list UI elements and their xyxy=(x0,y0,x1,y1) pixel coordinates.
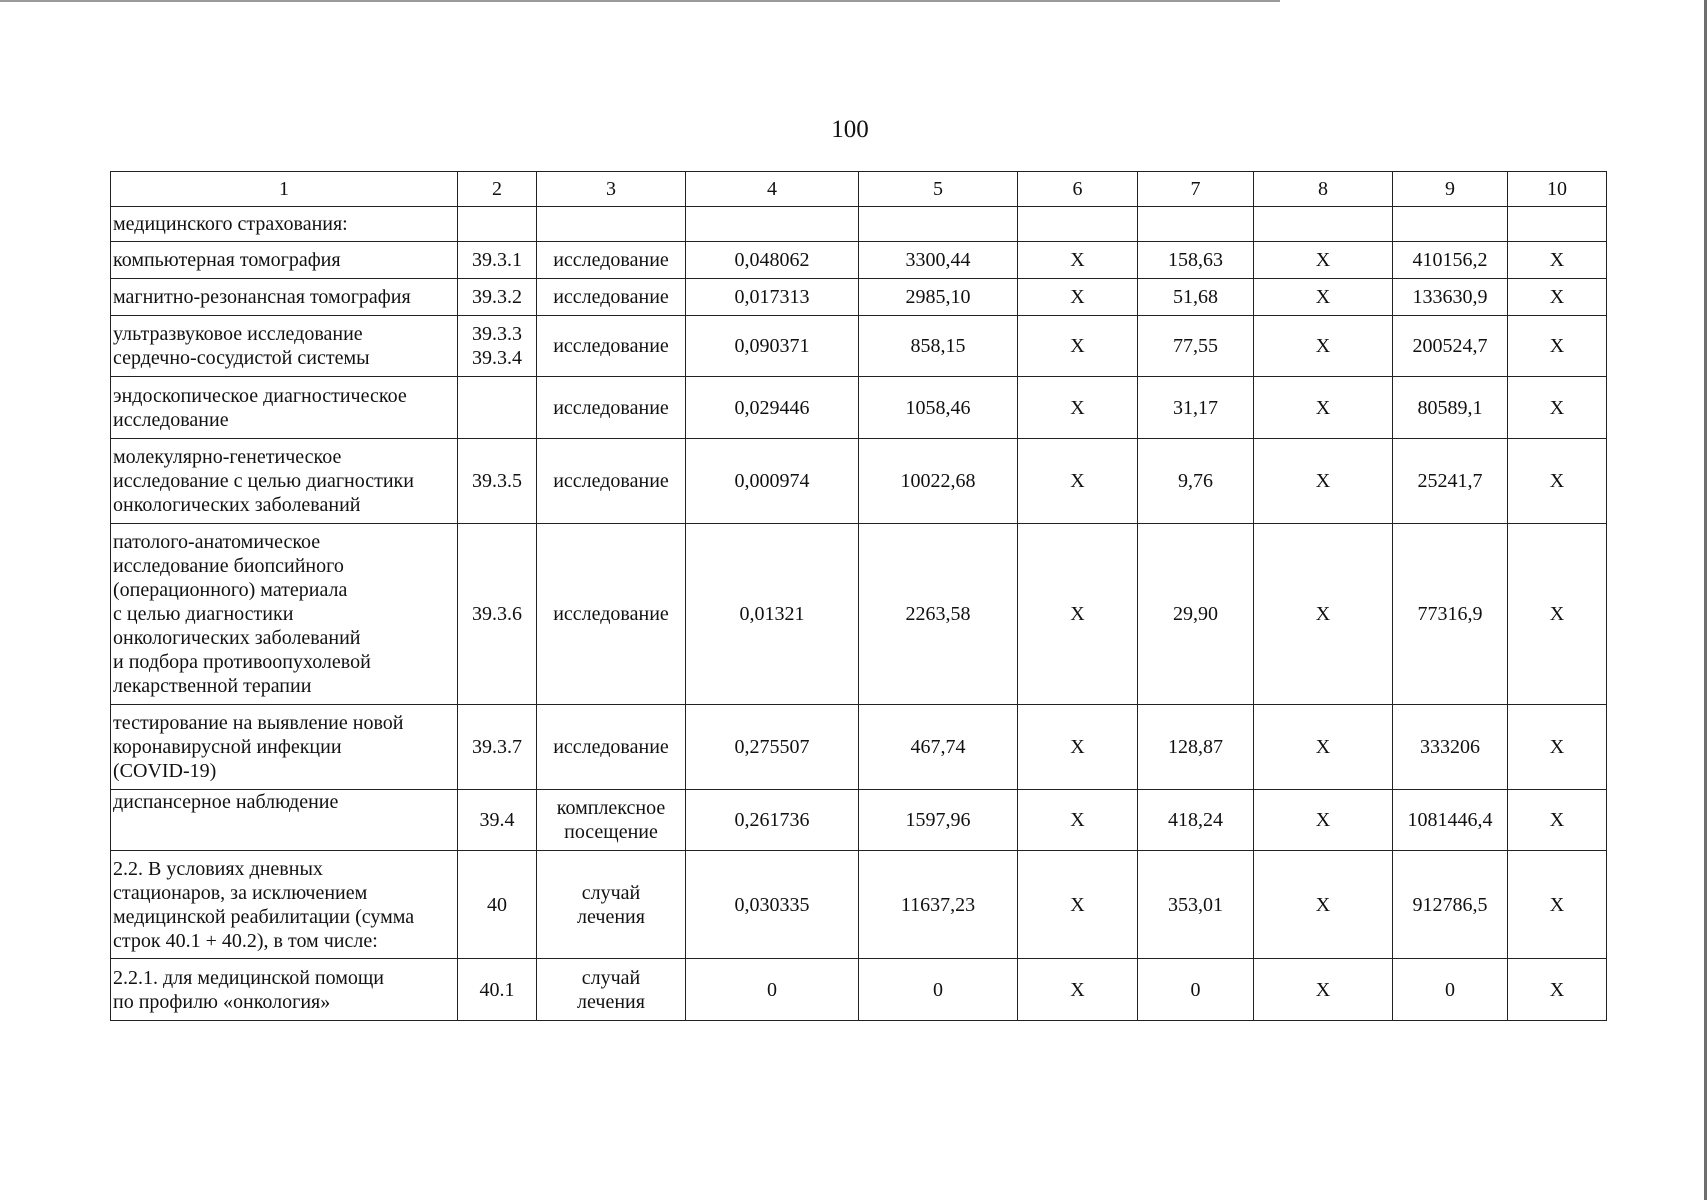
value-cell: Х xyxy=(1254,439,1393,524)
value-cell: 51,68 xyxy=(1138,279,1254,316)
value-cell: Х xyxy=(1018,959,1138,1021)
value-cell: Х xyxy=(1508,316,1607,377)
value-cell: 128,87 xyxy=(1138,705,1254,790)
row-code-cell: 39.4 xyxy=(458,790,537,851)
value-cell: 0 xyxy=(859,959,1018,1021)
value-cell: Х xyxy=(1254,524,1393,705)
row-code-cell: 40 xyxy=(458,851,537,959)
value-cell xyxy=(686,207,859,242)
row-name-cell: компьютерная томография xyxy=(111,242,458,279)
column-number: 7 xyxy=(1138,172,1254,207)
value-cell: 1081446,4 xyxy=(1393,790,1508,851)
value-cell: 2985,10 xyxy=(859,279,1018,316)
value-cell xyxy=(1138,207,1254,242)
row-name-cell: медицинского страхования: xyxy=(111,207,458,242)
value-cell: Х xyxy=(1018,851,1138,959)
value-cell: 912786,5 xyxy=(1393,851,1508,959)
value-cell: 0,000974 xyxy=(686,439,859,524)
value-cell: 410156,2 xyxy=(1393,242,1508,279)
value-cell: 333206 xyxy=(1393,705,1508,790)
value-cell: 858,15 xyxy=(859,316,1018,377)
value-cell: Х xyxy=(1508,242,1607,279)
value-cell: Х xyxy=(1254,851,1393,959)
value-cell: 1058,46 xyxy=(859,377,1018,439)
value-cell: Х xyxy=(1018,377,1138,439)
value-cell: 0,275507 xyxy=(686,705,859,790)
row-code-cell: 39.3.3 39.3.4 xyxy=(458,316,537,377)
value-cell: 29,90 xyxy=(1138,524,1254,705)
unit-cell: комплексное посещение xyxy=(537,790,686,851)
unit-cell: случай лечения xyxy=(537,851,686,959)
row-code-cell: 39.3.2 xyxy=(458,279,537,316)
value-cell: 1597,96 xyxy=(859,790,1018,851)
unit-cell: исследование xyxy=(537,242,686,279)
unit-cell: исследование xyxy=(537,524,686,705)
value-cell: Х xyxy=(1254,242,1393,279)
column-number: 6 xyxy=(1018,172,1138,207)
row-name-cell: патолого-анатомическое исследование биопсийного (операционного) материала с целью диагностики онкологических заболеваний и подбора противоопухолевой лекарственной терапии xyxy=(111,524,458,705)
value-cell: 80589,1 xyxy=(1393,377,1508,439)
data-table xyxy=(110,171,1607,1021)
value-cell: Х xyxy=(1254,790,1393,851)
row-name-cell: молекулярно-генетическое исследование с целью диагностики онкологических заболеваний xyxy=(111,439,458,524)
unit-cell: исследование xyxy=(537,705,686,790)
value-cell: Х xyxy=(1254,377,1393,439)
row-code-cell: 40.1 xyxy=(458,959,537,1021)
value-cell: Х xyxy=(1018,316,1138,377)
row-name-cell: 2.2.1. для медицинской помощи по профилю «онкология» xyxy=(111,959,458,1021)
column-number: 5 xyxy=(859,172,1018,207)
table-row xyxy=(111,439,1607,524)
value-cell: Х xyxy=(1508,279,1607,316)
table-row xyxy=(111,524,1607,705)
row-name-cell: тестирование на выявление новой коронавирусной инфекции (COVID-19) xyxy=(111,705,458,790)
row-code-cell: 39.3.7 xyxy=(458,705,537,790)
value-cell: Х xyxy=(1018,790,1138,851)
value-cell: 0,01321 xyxy=(686,524,859,705)
unit-cell xyxy=(537,207,686,242)
column-number: 9 xyxy=(1393,172,1508,207)
value-cell: 353,01 xyxy=(1138,851,1254,959)
column-number: 3 xyxy=(537,172,686,207)
row-name-cell: эндоскопическое диагностическое исследование xyxy=(111,377,458,439)
table-row xyxy=(111,705,1607,790)
value-cell: Х xyxy=(1508,377,1607,439)
table-row xyxy=(111,959,1607,1021)
column-number: 4 xyxy=(686,172,859,207)
row-code-cell: 39.3.5 xyxy=(458,439,537,524)
value-cell: Х xyxy=(1018,242,1138,279)
table-row xyxy=(111,790,1607,851)
table-row xyxy=(111,377,1607,439)
value-cell: 11637,23 xyxy=(859,851,1018,959)
row-code-cell xyxy=(458,377,537,439)
row-code-cell xyxy=(458,207,537,242)
value-cell: 467,74 xyxy=(859,705,1018,790)
value-cell: 0 xyxy=(686,959,859,1021)
value-cell: Х xyxy=(1018,524,1138,705)
value-cell: 77,55 xyxy=(1138,316,1254,377)
value-cell: Х xyxy=(1508,439,1607,524)
row-name-cell: 2.2. В условиях дневных стационаров, за исключением медицинской реабилитации (сумма строк 40.1 + 40.2), в том числе: xyxy=(111,851,458,959)
unit-cell: исследование xyxy=(537,279,686,316)
value-cell: 25241,7 xyxy=(1393,439,1508,524)
value-cell: Х xyxy=(1508,524,1607,705)
value-cell: Х xyxy=(1508,959,1607,1021)
column-number: 1 xyxy=(111,172,458,207)
column-number: 10 xyxy=(1508,172,1607,207)
row-name-cell: ультразвуковое исследование сердечно-сосудистой системы xyxy=(111,316,458,377)
value-cell: Х xyxy=(1508,790,1607,851)
value-cell: Х xyxy=(1254,959,1393,1021)
value-cell: 10022,68 xyxy=(859,439,1018,524)
value-cell: Х xyxy=(1254,705,1393,790)
value-cell: 0,017313 xyxy=(686,279,859,316)
value-cell: Х xyxy=(1018,705,1138,790)
table-row xyxy=(111,851,1607,959)
value-cell: 2263,58 xyxy=(859,524,1018,705)
unit-cell: исследование xyxy=(537,316,686,377)
value-cell: 200524,7 xyxy=(1393,316,1508,377)
value-cell: 158,63 xyxy=(1138,242,1254,279)
table-row xyxy=(111,242,1607,279)
table-row xyxy=(111,316,1607,377)
value-cell xyxy=(1508,207,1607,242)
value-cell: 0 xyxy=(1138,959,1254,1021)
row-code-cell: 39.3.1 xyxy=(458,242,537,279)
value-cell: 3300,44 xyxy=(859,242,1018,279)
row-name-cell: магнитно-резонансная томография xyxy=(111,279,458,316)
value-cell: 418,24 xyxy=(1138,790,1254,851)
value-cell xyxy=(1018,207,1138,242)
value-cell: 133630,9 xyxy=(1393,279,1508,316)
unit-cell: случай лечения xyxy=(537,959,686,1021)
value-cell: Х xyxy=(1254,316,1393,377)
column-number: 8 xyxy=(1254,172,1393,207)
table-row xyxy=(111,207,1607,242)
value-cell: 9,76 xyxy=(1138,439,1254,524)
value-cell: Х xyxy=(1508,705,1607,790)
value-cell: 77316,9 xyxy=(1393,524,1508,705)
row-name-cell: диспансерное наблюдение xyxy=(111,790,458,851)
value-cell: 0,090371 xyxy=(686,316,859,377)
value-cell xyxy=(859,207,1018,242)
column-number-row xyxy=(111,172,1607,207)
unit-cell: исследование xyxy=(537,439,686,524)
value-cell: Х xyxy=(1018,279,1138,316)
value-cell: 0,048062 xyxy=(686,242,859,279)
value-cell: 0 xyxy=(1393,959,1508,1021)
row-code-cell: 39.3.6 xyxy=(458,524,537,705)
column-number: 2 xyxy=(458,172,537,207)
unit-cell: исследование xyxy=(537,377,686,439)
value-cell: 0,030335 xyxy=(686,851,859,959)
value-cell: 0,029446 xyxy=(686,377,859,439)
value-cell: Х xyxy=(1254,279,1393,316)
value-cell xyxy=(1393,207,1508,242)
value-cell xyxy=(1254,207,1393,242)
value-cell: 31,17 xyxy=(1138,377,1254,439)
value-cell: 0,261736 xyxy=(686,790,859,851)
value-cell: Х xyxy=(1018,439,1138,524)
page-number: 100 xyxy=(831,116,869,143)
scan-edge-top xyxy=(0,0,1280,2)
value-cell: Х xyxy=(1508,851,1607,959)
table-row xyxy=(111,279,1607,316)
